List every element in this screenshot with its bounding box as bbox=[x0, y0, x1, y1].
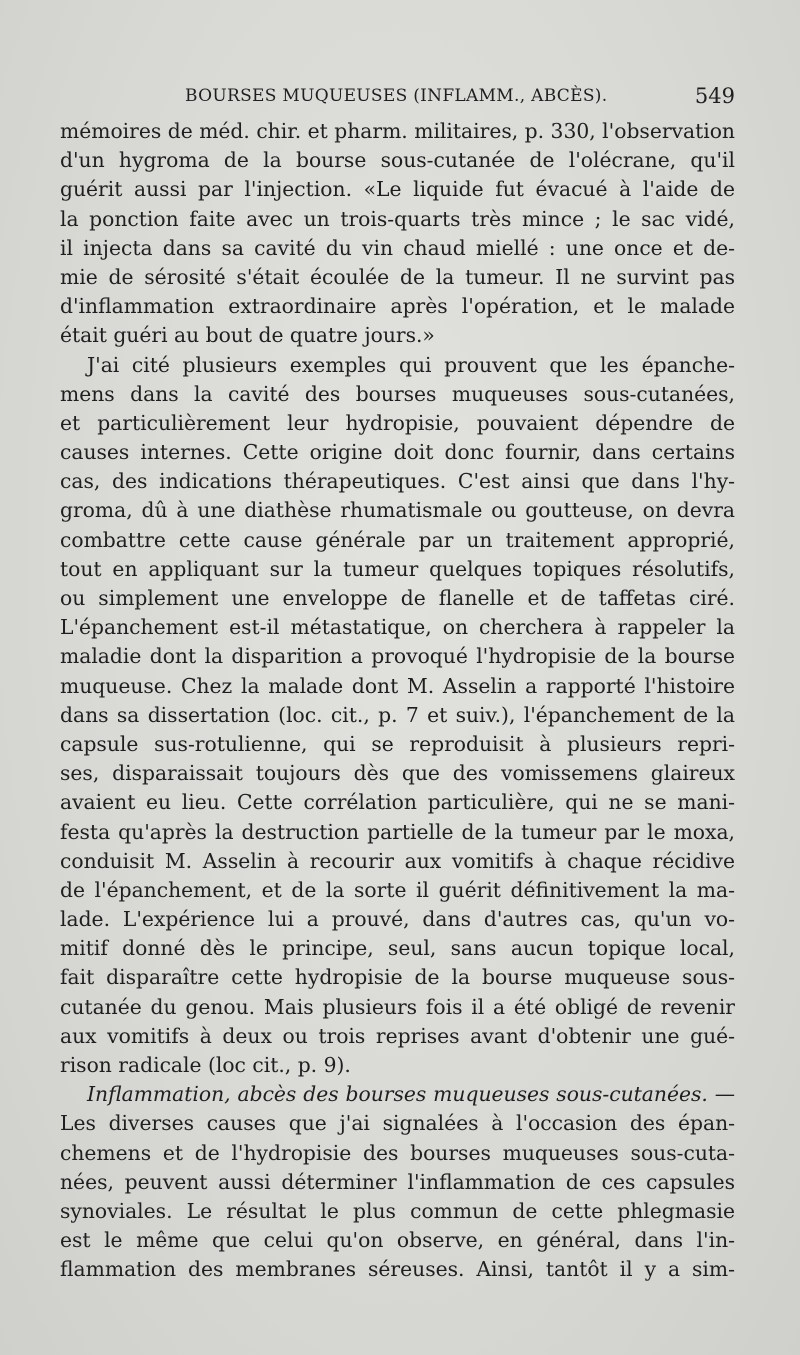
text-line: mémoires de méd. chir. et pharm. militaires, p. 330, l'observation bbox=[60, 119, 735, 143]
text-line: lade. L'expérience lui a prouvé, dans d'autres cas, qu'un vo- bbox=[60, 907, 735, 932]
text-line: Les diverses causes que j'ai signalées à l'occasion des épan- bbox=[60, 1111, 735, 1136]
text-line: est le même que celui qu'on observe, en général, dans l'in- bbox=[60, 1228, 735, 1253]
text-line: mie de sérosité s'était écoulée de la tumeur. Il ne survint pas bbox=[60, 264, 735, 289]
text-line: tout en appliquant sur la tumeur quelques topiques résolutifs, bbox=[60, 556, 735, 581]
text-line: rison radicale (loc cit., p. 9). bbox=[60, 1053, 351, 1077]
text-line: synoviales. Le résultat le plus commun de cette phlegmasie bbox=[60, 1198, 735, 1223]
body-text bbox=[60, 117, 735, 1285]
text-line: nées, peuvent aussi déterminer l'inflammation de ces capsules bbox=[60, 1169, 735, 1194]
text-line: flammation des membranes séreuses. Ainsi, tantôt il y a sim- bbox=[60, 1257, 735, 1282]
text-line: guérit aussi par l'injection. «Le liquide fut évacué à l'aide de bbox=[60, 177, 735, 202]
text-line: d'un hygroma de la bourse sous-cutanée de l'olécrane, qu'il bbox=[60, 148, 735, 173]
running-head: BOURSES MUQUEUSES (INFLAMM., ABCÈS). bbox=[185, 86, 608, 106]
text-line: ses, disparaissait toujours dès que des vomissemens glaireux bbox=[60, 761, 735, 786]
text-line: cutanée du genou. Mais plusieurs fois il a été obligé de revenir bbox=[60, 994, 735, 1019]
text-line: cas, des indications thérapeutiques. C'est ainsi que dans l'hy- bbox=[60, 469, 735, 494]
text-line: était guéri au bout de quatre jours.» bbox=[60, 323, 435, 348]
text-line: L'épanchement est-il métastatique, on cherchera à rappeler la bbox=[60, 615, 735, 640]
text-line: maladie dont la disparition a provoqué l'hydropisie de la bourse bbox=[60, 644, 735, 669]
section-heading-line: Inflammation, abcès des bourses muqueuses sous-cutanées. — bbox=[87, 1082, 735, 1107]
text-line: capsule sus-rotulienne, qui se reproduisit à plusieurs repri- bbox=[60, 731, 735, 756]
text-line: ou simplement une enveloppe de flanelle et de taffetas ciré. bbox=[60, 586, 735, 610]
text-line: d'inflammation extraordinaire après l'opération, et le malade bbox=[60, 294, 735, 319]
text-line: muqueuse. Chez la malade dont M. Asselin a rapporté l'histoire bbox=[60, 673, 735, 698]
text-line: mens dans la cavité des bourses muqueuses sous-cutanées, bbox=[60, 381, 735, 406]
text-line: il injecta dans sa cavité du vin chaud miellé : une once et de- bbox=[60, 235, 735, 260]
text-line: avaient eu lieu. Cette corrélation particulière, qui ne se mani- bbox=[60, 790, 735, 815]
text-line: festa qu'après la destruction partielle de la tumeur par le moxa, bbox=[60, 819, 735, 844]
text-line: causes internes. Cette origine doit donc fournir, dans certains bbox=[60, 440, 735, 465]
text-line: conduisit M. Asselin à recourir aux vomitifs à chaque récidive bbox=[60, 848, 735, 873]
text-line: groma, dû à une diathèse rhumatismale ou goutteuse, on devra bbox=[60, 498, 735, 523]
text-line: et particulièrement leur hydropisie, pouvaient dépendre de bbox=[60, 410, 735, 435]
text-line: la ponction faite avec un trois-quarts très mince ; le sac vidé, bbox=[60, 206, 735, 231]
text-line: mitif donné dès le principe, seul, sans aucun topique local, bbox=[60, 936, 735, 961]
text-line: aux vomitifs à deux ou trois reprises avant d'obtenir une gué- bbox=[60, 1023, 735, 1048]
text-line: fait disparaître cette hydropisie de la bourse muqueuse sous- bbox=[60, 965, 735, 990]
page-header bbox=[60, 86, 735, 116]
text-line: de l'épanchement, et de la sorte il guérit définitivement la ma- bbox=[60, 877, 735, 902]
text-line: J'ai cité plusieurs exemples qui prouvent que les épanche- bbox=[87, 352, 735, 377]
text-line: combattre cette cause générale par un traitement approprié, bbox=[60, 527, 735, 552]
text-line: dans sa dissertation (loc. cit., p. 7 et suiv.), l'épanchement de la bbox=[60, 702, 735, 727]
text-line: chemens et de l'hydropisie des bourses muqueuses sous-cuta- bbox=[60, 1140, 735, 1165]
page-number: 549 bbox=[694, 84, 735, 108]
